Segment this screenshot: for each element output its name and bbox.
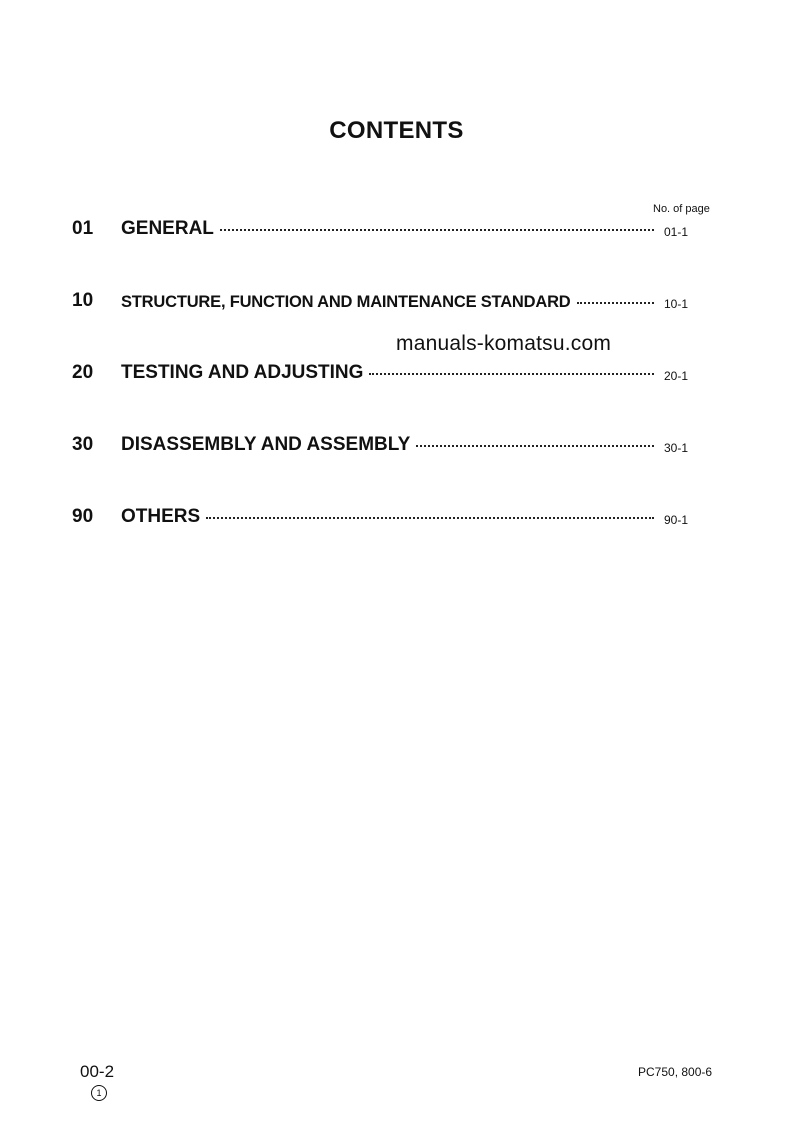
- toc-leader-dots: [206, 517, 654, 519]
- page-column-label: No. of page: [653, 203, 710, 215]
- toc-page-number: 20-1: [664, 369, 689, 383]
- toc-entry: [121, 293, 654, 312]
- footer-revision-mark: 1: [91, 1085, 107, 1101]
- toc-entry: [121, 434, 654, 456]
- toc-number: 90: [72, 506, 94, 527]
- toc-leader-dots: [577, 302, 654, 304]
- toc-entry: [121, 218, 654, 240]
- toc-number: 20: [72, 362, 94, 383]
- toc-entry: [121, 362, 654, 384]
- toc-number: 30: [72, 434, 94, 455]
- page-title: CONTENTS: [329, 117, 464, 144]
- toc-label: DISASSEMBLY AND ASSEMBLY: [121, 434, 411, 455]
- toc-row-disassembly[interactable]: [72, 432, 698, 460]
- toc-page-number: 10-1: [664, 297, 689, 311]
- toc-leader-dots: [220, 229, 654, 231]
- toc-entry: [121, 506, 654, 528]
- toc-leader-dots: [369, 373, 654, 375]
- toc-row-structure[interactable]: [72, 288, 698, 316]
- watermark-text: manuals-komatsu.com: [396, 332, 612, 355]
- toc-leader-dots: [416, 445, 654, 447]
- footer-page-number: 00-2: [80, 1062, 115, 1081]
- toc-number: 01: [72, 218, 94, 239]
- footer-model: PC750, 800-6: [638, 1065, 713, 1079]
- toc-label: TESTING AND ADJUSTING: [121, 362, 364, 383]
- toc-page-number: 30-1: [664, 441, 689, 455]
- toc-row-general[interactable]: [72, 216, 698, 244]
- toc-row-others[interactable]: [72, 504, 698, 532]
- toc-label: GENERAL: [121, 218, 214, 239]
- toc-page-number: 01-1: [664, 225, 689, 239]
- toc-label: STRUCTURE, FUNCTION AND MAINTENANCE STANDARD: [121, 293, 571, 311]
- toc-page-number: 90-1: [664, 513, 689, 527]
- toc-number: 10: [72, 290, 94, 311]
- toc-label: OTHERS: [121, 506, 201, 527]
- toc-row-testing[interactable]: [72, 360, 698, 388]
